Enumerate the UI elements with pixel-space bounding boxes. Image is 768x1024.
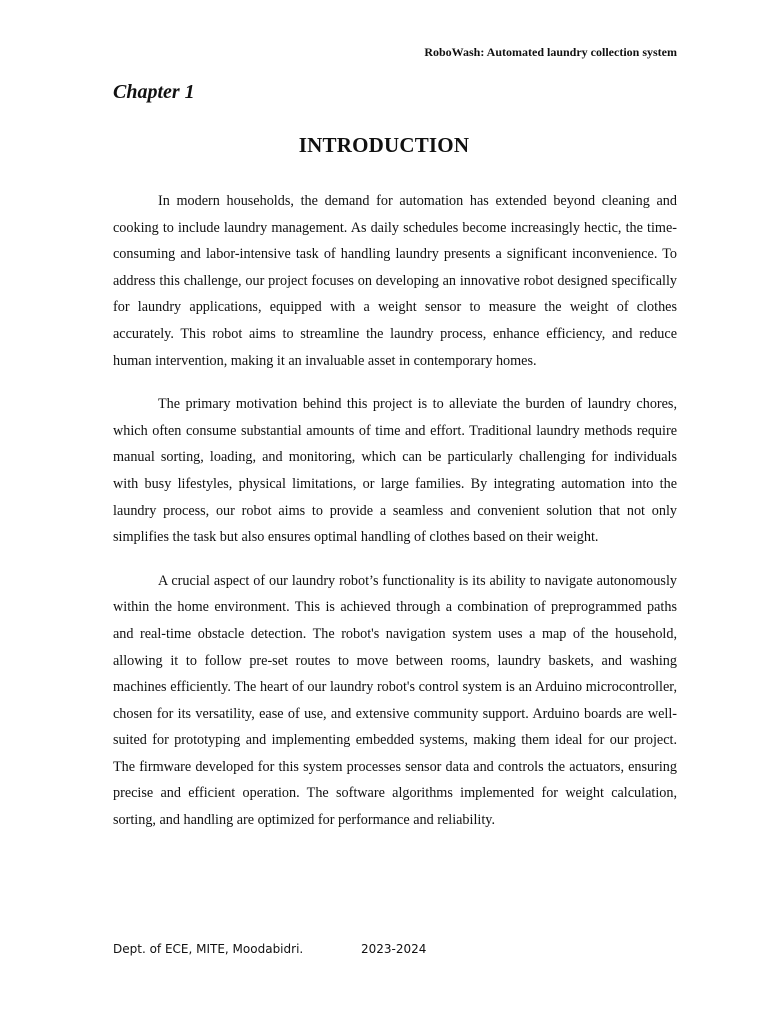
body-text	[113, 188, 677, 851]
paragraph-1: In modern households, the demand for automation has extended beyond cleaning and cooking to include laundry management. As daily schedules become increasingly hectic, the time-consuming and labor-intensive task of handling laundry presents a significant inconvenience. To address this challenge, our project focuses on developing an innovative robot designed specifically for laundry applications, equipped with a weight sensor to measure the weight of clothes accurately. This robot aims to streamline the laundry process, enhance efficiency, and reduce human intervention, making it an invaluable asset in contemporary homes.	[113, 193, 677, 369]
chapter-label: Chapter 1	[113, 81, 195, 103]
paragraph-2: The primary motivation behind this project is to alleviate the burden of laundry chores, which often consume substantial amounts of time and effort. Traditional laundry methods require manual sorting, loading, and monitoring, which can be particularly challenging for individuals with busy lifestyles, physical limitations, or large families. By integrating automation into the laundry process, our robot aims to provide a seamless and convenient solution that not only simplifies the task but also ensures optimal handling of clothes based on their weight.	[113, 396, 677, 546]
footer-academic-year: 2023-2024	[361, 942, 427, 956]
running-header: RoboWash: Automated laundry collection system	[424, 45, 677, 59]
footer-department: Dept. of ECE, MITE, Moodabidri.	[113, 942, 304, 956]
section-title: INTRODUCTION	[298, 133, 470, 157]
paragraph-3: A crucial aspect of our laundry robot’s functionality is its ability to navigate autonomously within the home environment. This is achieved through a combination of preprogrammed paths and real-time obstacle detection. The robot's navigation system uses a map of the household, allowing it to follow pre-set routes to move between rooms, laundry baskets, and washing machines efficiently. The heart of our laundry robot's control system is an Arduino microcontroller, chosen for its versatility, ease of use, and extensive community support. Arduino boards are well-suited for prototyping and implementing embedded systems, making them ideal for our project. The firmware developed for this system processes sensor data and controls the actuators, ensuring precise and efficient operation. The software algorithms implemented for weight calculation, sorting, and handling are optimized for performance and reliability.	[113, 572, 677, 829]
